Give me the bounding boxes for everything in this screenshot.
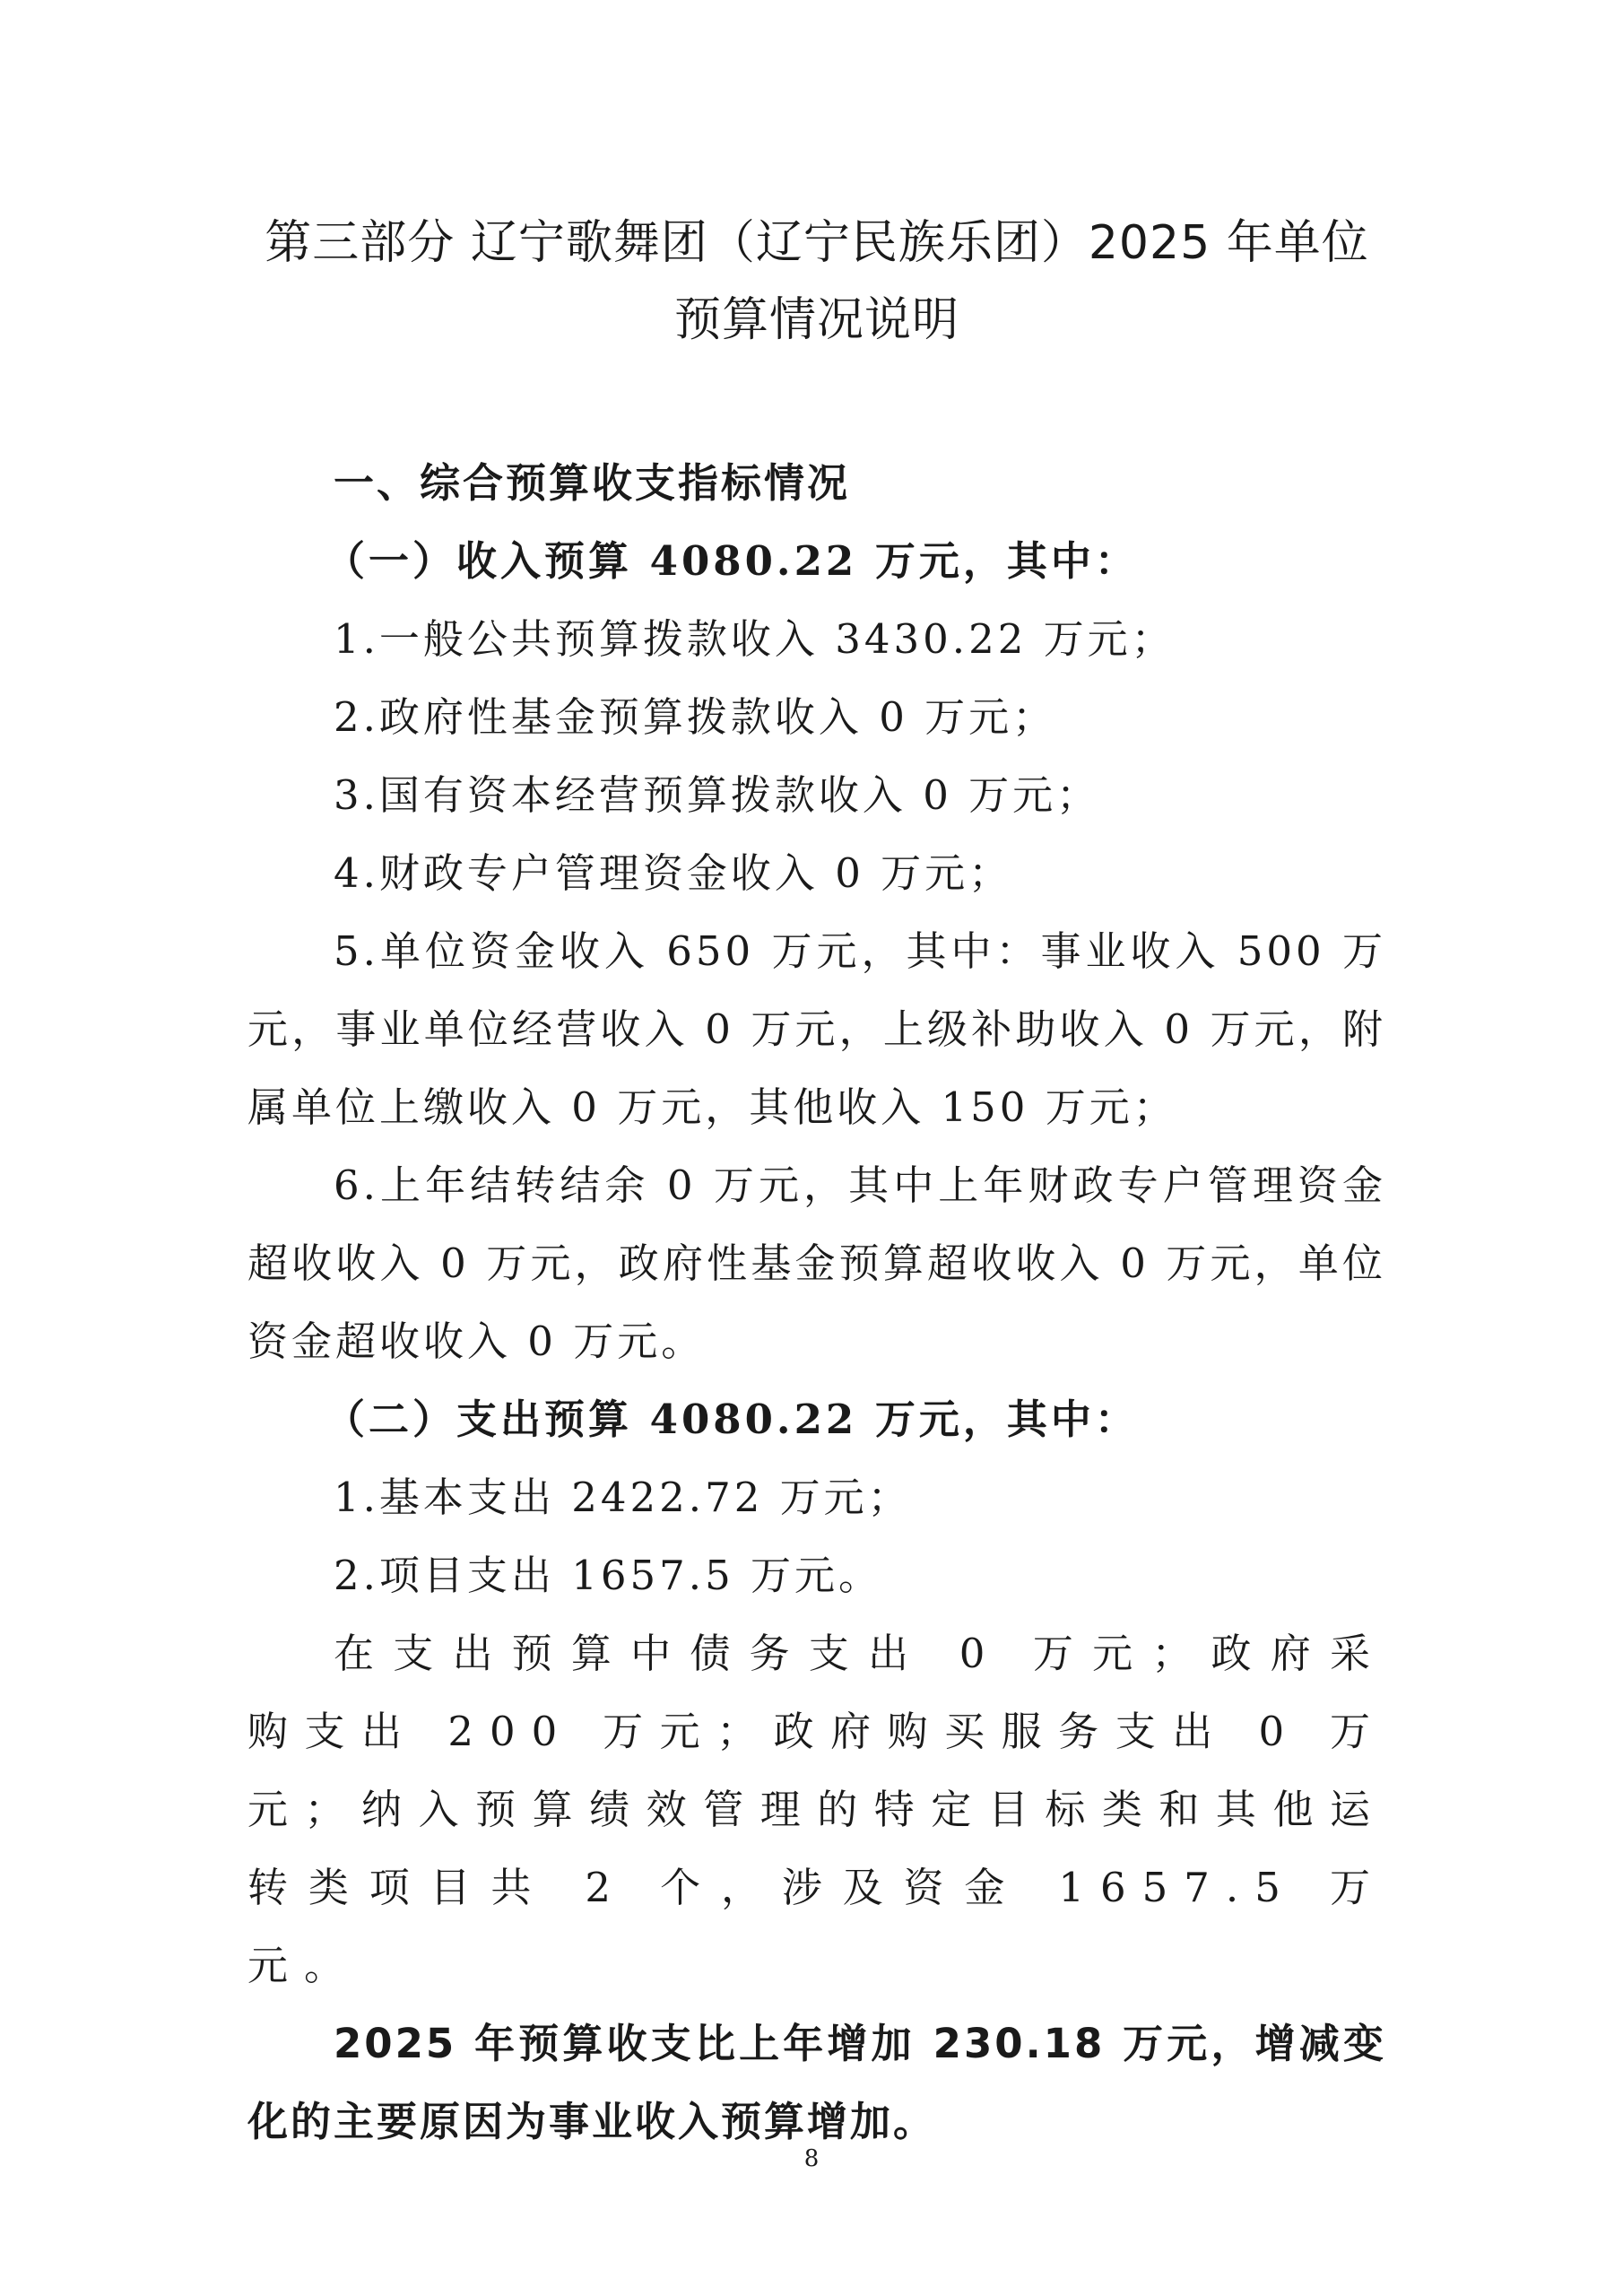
budget-change-summary: 2025 年预算收支比上年增加 230.18 万元，增减变化的主要原因为事业收入预算增加。	[247, 2020, 1386, 2145]
expense-item-2: 2.项目支出 1657.5 万元。	[334, 1552, 882, 1599]
title-line-1: 第三部分 辽宁歌舞团（辽宁民族乐团）2025 年单位	[265, 216, 1369, 270]
income-item-2: 2.政府性基金预算拨款收入 0 万元；	[334, 693, 1057, 741]
income-item-6: 6.上年结转结余 0 万元，其中上年财政专户管理资金超收收入 0 万元，政府性基金预算超收收入 0 万元，单位资金超收收入 0 万元。	[247, 1161, 1386, 1365]
income-item-1: 1.一般公共预算拨款收入 3430.22 万元；	[334, 615, 1176, 663]
page-title	[247, 204, 1386, 359]
income-heading: （一）收入预算 4080.22 万元，其中：	[325, 537, 1139, 585]
title-line-2: 预算情况说明	[673, 293, 959, 347]
expense-note: 在支出预算中债务支出 0 万元；政府采购支出 200 万元；政府购买服务支出 0 万元；纳入预算绩效管理的特定目标类和其他运转类项目共 2 个，涉及资金 1657.5 万元。	[247, 1630, 1386, 1989]
expense-item-1: 1.基本支出 2422.72 万元；	[334, 1474, 912, 1521]
income-item-5: 5.单位资金收入 650 万元，其中：事业收入 500 万元，事业单位经营收入 0 万元，上级补助收入 0 万元，附属单位上缴收入 0 万元，其他收入 150 万元；	[247, 927, 1386, 1131]
expense-heading: （二）支出预算 4080.22 万元，其中：	[325, 1396, 1139, 1443]
section-heading: 一、综合预算收支指标情况	[334, 459, 851, 507]
income-item-4: 4.财政专户管理资金收入 0 万元；	[334, 849, 1013, 897]
page-number: 8	[803, 2145, 820, 2172]
document-body	[247, 444, 1386, 2161]
income-item-3: 3.国有资本经营预算拨款收入 0 万元；	[334, 771, 1101, 819]
